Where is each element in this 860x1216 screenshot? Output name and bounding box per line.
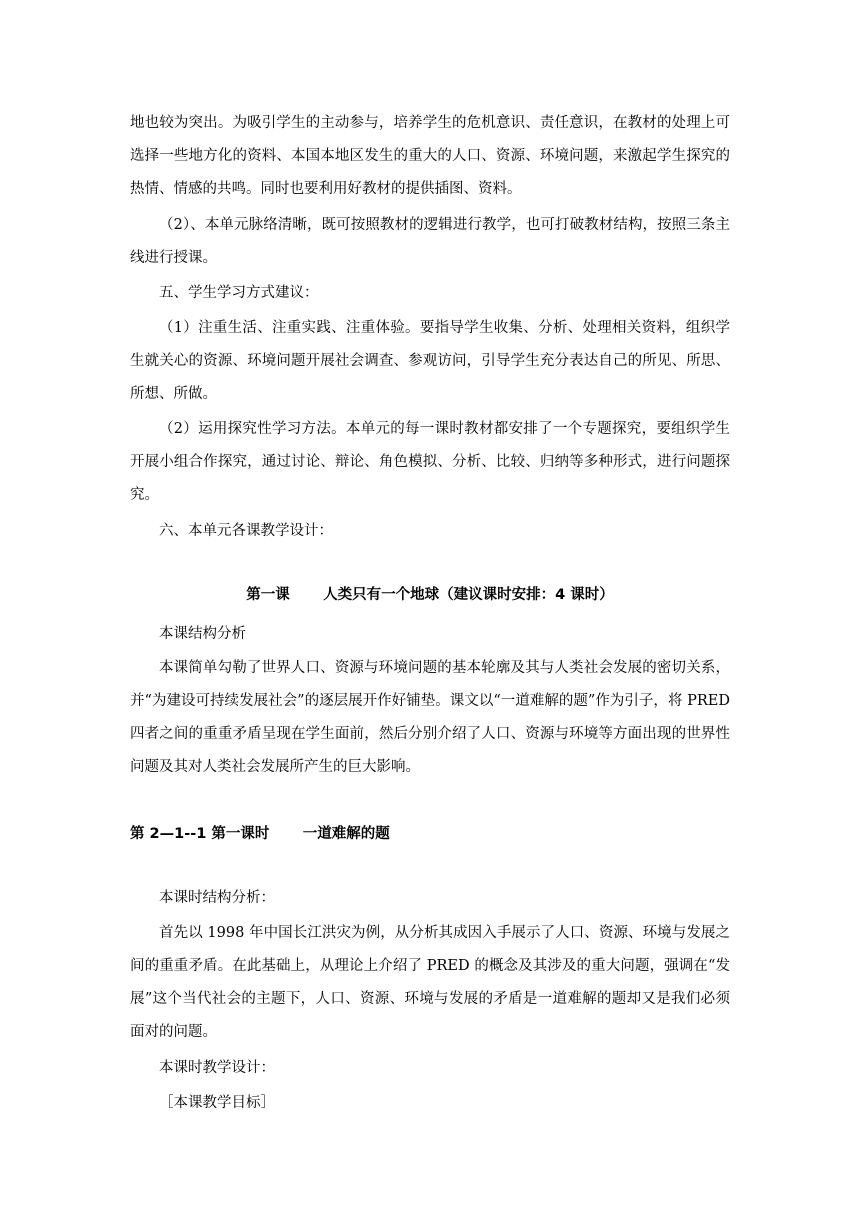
- teaching-objectives-label: ［本课教学目标］: [159, 1095, 275, 1111]
- paragraph-unit-structure: （2）、本单元脉络清晰，既可按照教材的逻辑进行教学，也可打破教材结构，按照三条主线进行授课。: [130, 217, 730, 266]
- period-design-label: 本课时教学设计：: [159, 1060, 275, 1076]
- lesson-structure-label: 本课结构分析: [159, 626, 246, 642]
- section-name: 一道难解的题: [302, 826, 390, 842]
- paragraph-method-1: （1）注重生活、注重实践、注重体验。要指导学生收集、分析、处理相关资料，组织学生就关心的资源、环境问题开展社会调查、参观访问，引导学生充分表达自己的所见、所思、所想、所做。: [130, 320, 730, 402]
- paragraph-period-structure: 首先以 1998 年中国长江洪灾为例，从分析其成因入手展示了人口、资源、环境与发展之间的重重矛盾。在此基础上，从理论上介绍了 PRED 的概念及其涉及的重大问题，强调在“发展”这个当代社会的主题下，人口、资源、环境与发展的矛盾是一道难解的题却又是我们必须面对的问题。: [130, 925, 730, 1040]
- lesson-number: 第一课: [246, 587, 290, 603]
- lesson-title: [130, 583, 730, 607]
- section-number: 第 2—1--1 第一课时: [130, 826, 270, 842]
- paragraph-material-handling: 地也较为突出。为吸引学生的主动参与，培养学生的危机意识、责任意识，在教材的处理上可选择一些地方化的资料、本国本地区发生的重大的人口、资源、环境问题，来激起学生探究的热情、情感的共鸣。同时也要利用好教材的提供插图、资料。: [130, 115, 730, 197]
- paragraph-method-2: （2）运用探究性学习方法。本单元的每一课时教材都安排了一个专题探究，要组织学生开展小组合作探究，通过讨论、辩论、角色模拟、分析、比较、归纳等多种形式，进行问题探究。: [130, 421, 730, 503]
- section-heading-learning-methods: 五、学生学习方式建议：: [159, 285, 319, 301]
- period-structure-label: 本课时结构分析：: [159, 890, 275, 906]
- section-heading-lesson-designs: 六、本单元各课教学设计：: [159, 523, 333, 539]
- lesson-name: 人类只有一个地球（建议课时安排：4 课时）: [323, 587, 614, 603]
- section-title: [130, 822, 730, 846]
- paragraph-lesson-structure: 本课简单勾勒了世界人口、资源与环境问题的基本轮廓及其与人类社会发展的密切关系，并“为建设可持续发展社会”的逐层展开作好铺垫。课文以“一道难解的题”作为引子，将 PRED 四者之间的重重矛盾呈现在学生面前，然后分别介绍了人口、资源与环境等方面出现的世界性问题及其对人类社会发展所产生的巨大影响。: [130, 660, 730, 775]
